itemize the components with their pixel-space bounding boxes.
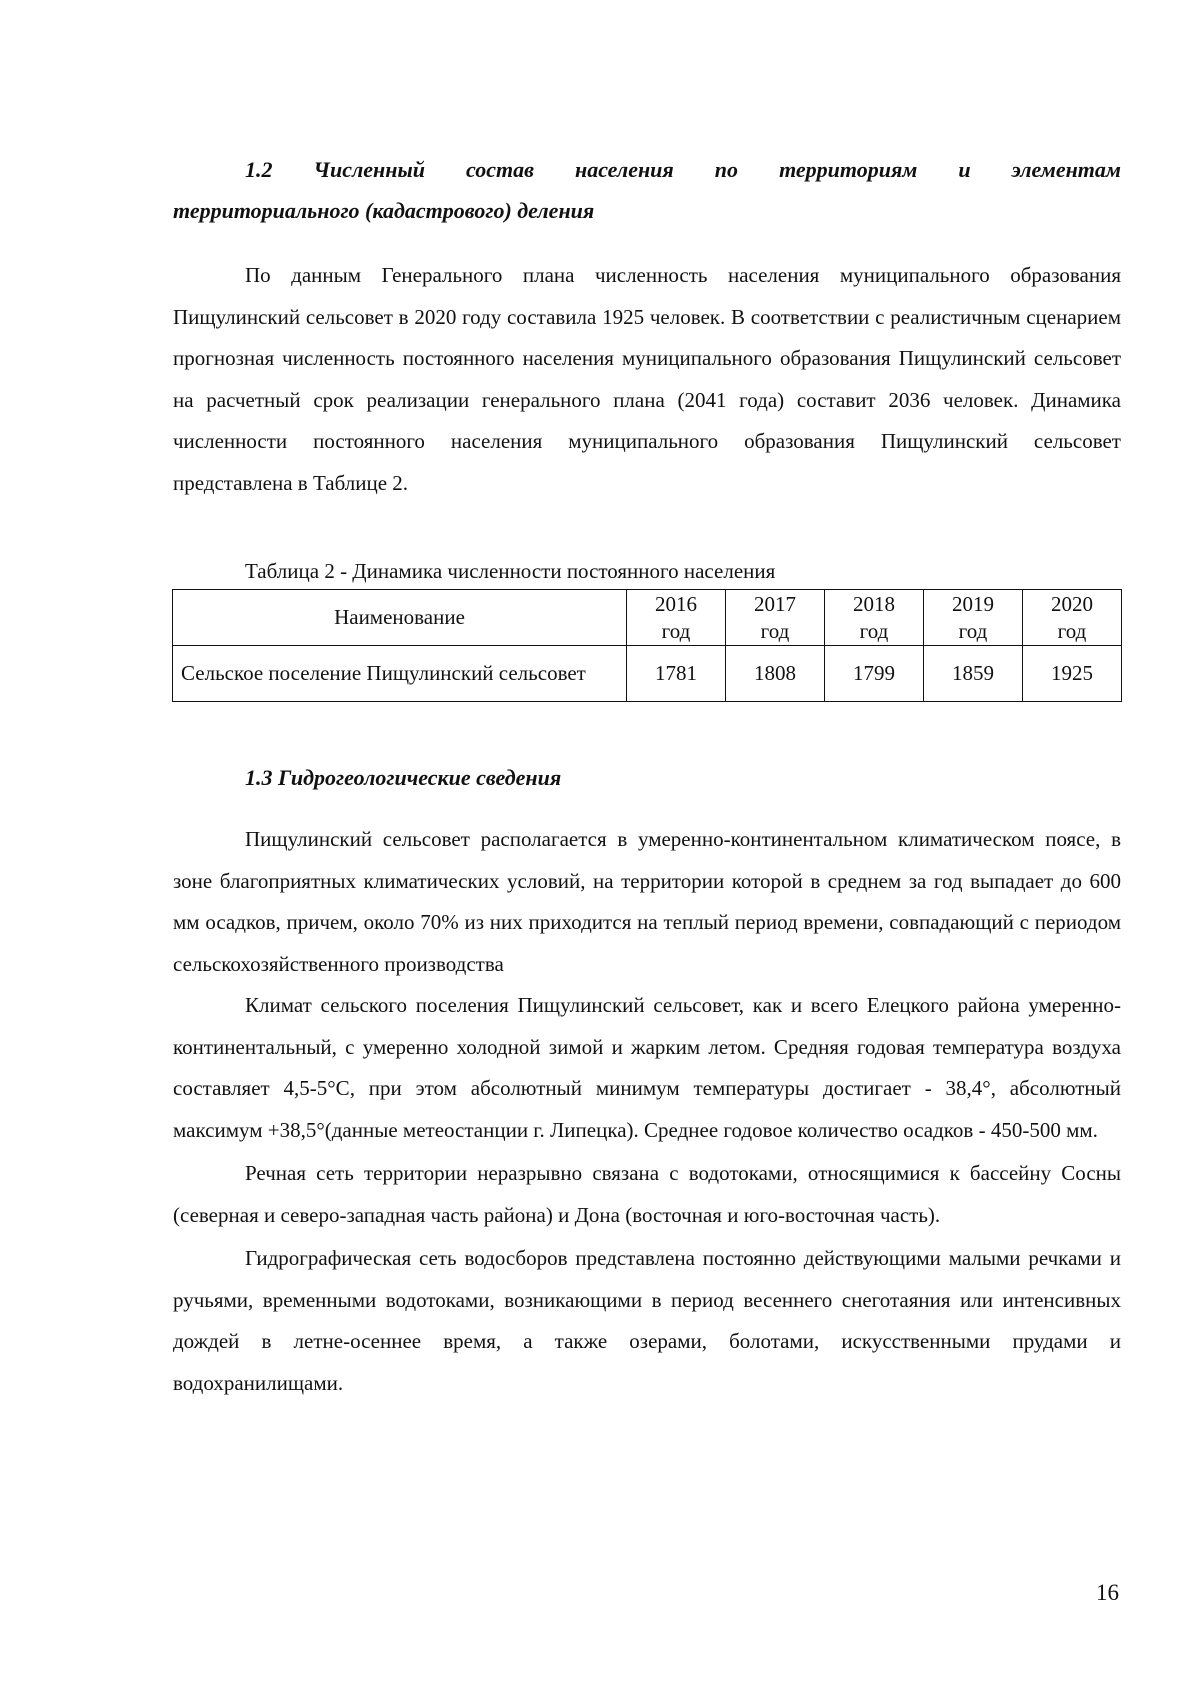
section-1-3-paragraph: Гидрографическая сеть водосборов представлена постоянно действующими малыми речками и ручьями, временными водотоками, возникающими в период весеннего снеготаяния или интенсивных дождей в летне-осеннее время, а также озерами, болотами, искусственными прудами и водохранилищами.	[173, 1246, 1121, 1395]
year-unit: год	[958, 618, 988, 643]
year-unit: год	[661, 618, 691, 643]
table-cell-value: 1781	[627, 646, 726, 702]
year-value: 2019	[952, 591, 994, 616]
table-cell-value: 1925	[1023, 646, 1122, 702]
table-header-year	[627, 590, 726, 646]
table-header-year	[726, 590, 825, 646]
table-row	[173, 646, 1122, 702]
section-1-2-paragraph: По данным Генерального плана численность населения муниципального образования Пищулинский сельсовет в 2020 году составила 1925 человек. В соответствии с реалистичным сценарием прогнозная численность постоянного населения муниципального образования Пищулинский сельсовет на расчетный срок реализации генерального плана (2041 года) составит 2036 человек. Динамика численности постоянного населения муниципального образования Пищулинский сельсовет представлена в Таблице 2.	[173, 263, 1121, 495]
section-1-3-paragraph: Речная сеть территории неразрывно связана с водотоками, относящимися к бассейну Сосны (северная и северо-западная часть района) и Дона (восточная и юго-восточная часть).	[173, 1161, 1121, 1227]
year-unit: год	[1057, 618, 1087, 643]
table-header-year	[825, 590, 924, 646]
section-1-2-heading	[173, 149, 1121, 231]
table-cell-value: 1859	[924, 646, 1023, 702]
year-value: 2016	[655, 591, 697, 616]
population-table	[172, 589, 1122, 702]
year-value: 2017	[754, 591, 796, 616]
section-1-3-paragraph: Пищулинский сельсовет располагается в умеренно-континентальном климатическом поясе, в зоне благоприятных климатических условий, на территории которой в среднем за год выпадает до 600 мм осадков, причем, около 70% из них приходится на теплый период времени, совпадающий с периодом сельскохозяйственного производства	[173, 827, 1121, 976]
year-value: 2020	[1051, 591, 1093, 616]
table-header-name: Наименование	[173, 590, 627, 646]
page-number: 16	[1096, 1580, 1119, 1605]
table-cell-name: Сельское поселение Пищулинский сельсовет	[173, 646, 627, 702]
section-1-2-heading-line2: территориального (кадастрового) деления	[173, 198, 595, 223]
table-caption: Таблица 2 - Динамика численности постоянного населения	[245, 559, 776, 583]
section-1-3	[173, 757, 1121, 1404]
section-1-2	[173, 149, 1121, 504]
table-header-year	[924, 590, 1023, 646]
section-1-2-heading-line1: 1.2 Численный состав населения по территориям и элементам	[245, 157, 1121, 182]
year-unit: год	[859, 618, 889, 643]
section-1-3-heading: 1.3 Гидрогеологические сведения	[245, 765, 562, 790]
table-cell-value: 1799	[825, 646, 924, 702]
table-header-year	[1023, 590, 1122, 646]
section-1-3-paragraph: Климат сельского поселения Пищулинский сельсовет, как и всего Елецкого района умеренно-континентальный, с умеренно холодной зимой и жарким летом. Средняя годовая температура воздуха составляет 4,5-5°С, при этом абсолютный минимум температуры достигает - 38,4°, абсолютный максимум +38,5°(данные метеостанции г. Липецка). Среднее годовое количество осадков - 450-500 мм.	[173, 993, 1121, 1142]
year-unit: год	[760, 618, 790, 643]
table-cell-value: 1808	[726, 646, 825, 702]
table-header-row	[173, 590, 1122, 646]
year-value: 2018	[853, 591, 895, 616]
